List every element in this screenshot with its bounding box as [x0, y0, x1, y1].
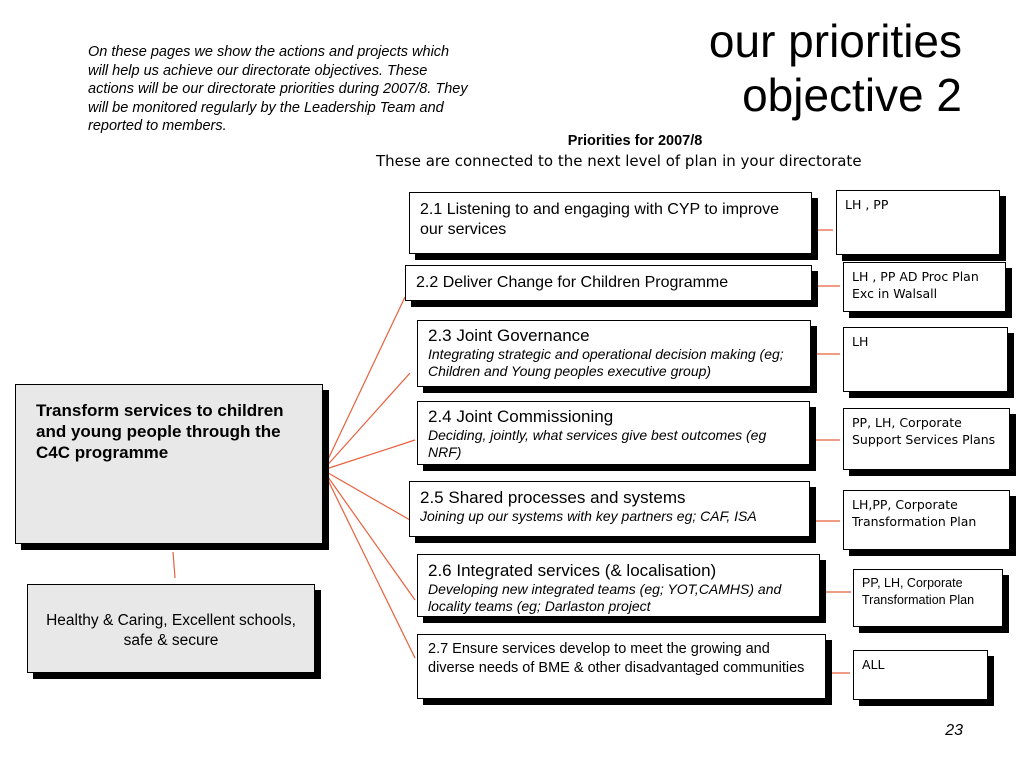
priority-description: Developing new integrated teams (eg; YOT,CAMHS) and locality teams (eg; Darlaston project — [428, 581, 782, 614]
title-line-2: objective 2 — [742, 69, 962, 121]
responsibility-box-2-4: PP, LH, Corporate Support Services Plans — [843, 408, 1010, 470]
priority-description: Deciding, jointly, what services give best outcomes (eg NRF) — [428, 427, 767, 460]
connector-main-2-2 — [323, 297, 405, 470]
responsibility-box-2-7: ALL — [853, 650, 988, 700]
responsibility-box-2-3: LH — [843, 327, 1008, 392]
priorities-subtitle: These are connected to the next level of plan in your directorate — [376, 152, 862, 170]
responsibility-box-2-5: LH,PP, Corporate Transformation Plan — [843, 490, 1010, 550]
priority-box-2-5 — [409, 481, 810, 537]
responsibility-box-2-1: LH , PP — [836, 190, 1000, 255]
outcome-box: Healthy & Caring, Excellent schools, safe & secure — [27, 584, 315, 673]
connector-main-2-5 — [323, 470, 410, 520]
priorities-title: Priorities for 2007/8 — [567, 133, 703, 149]
priority-description: Joining up our systems with key partners eg; CAF, ISA — [420, 508, 757, 524]
priority-box-2-4 — [417, 401, 810, 465]
priority-heading: 2.7 Ensure services develop to meet the growing and diverse needs of BME & other disadvantaged communities — [428, 641, 805, 676]
page-number: 23 — [945, 722, 963, 739]
responsibility-box-2-2: LH , PP AD Proc Plan Exc in Walsall — [843, 262, 1006, 312]
responsibility-box-2-6: PP, LH, Corporate Transformation Plan — [853, 569, 1003, 627]
title-line-1: our priorities — [708, 15, 962, 67]
connector-main-outcome — [173, 552, 175, 578]
priority-box-2-3 — [417, 320, 811, 387]
priority-box-2-7 — [417, 634, 826, 699]
priority-description: Integrating strategic and operational decision making (eg; Children and Young peoples executive group) — [428, 346, 784, 379]
priority-heading: 2.1 Listening to and engaging with CYP to improve our services — [420, 201, 780, 238]
priority-heading: 2.5 Shared processes and systems — [420, 488, 686, 507]
priority-heading: 2.4 Joint Commissioning — [428, 407, 614, 426]
connector-main-2-6 — [323, 470, 415, 600]
priority-heading: 2.2 Deliver Change for Children Programme — [416, 274, 729, 291]
priority-heading: 2.6 Integrated services (& localisation) — [428, 561, 717, 580]
connector-main-2-7 — [323, 470, 415, 658]
priority-box-2-6 — [417, 554, 820, 617]
priority-box-2-2 — [405, 265, 812, 301]
priority-box-2-1 — [409, 192, 812, 254]
objective-box: Transform services to children and young people through the C4C programme — [15, 384, 323, 544]
intro-text: On these pages we show the actions and projects which will help us achieve our directorate objectives. These actions will be our directorate priorities during 2007/8. They will be monitored regularly by the Leadership Team and reported to members. — [88, 44, 468, 134]
priority-heading: 2.3 Joint Governance — [428, 326, 590, 345]
page-title — [709, 14, 962, 122]
